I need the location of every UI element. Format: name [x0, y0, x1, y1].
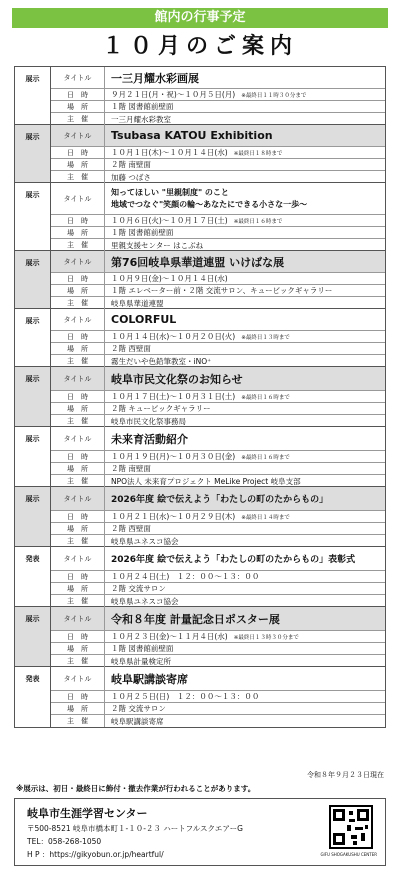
- event-date: １０月６日(火)～１０月１７日(土): [111, 216, 228, 225]
- event-note: ※最終日１４時まで: [241, 514, 290, 521]
- title-label: タイトル: [51, 125, 105, 146]
- host-label: 主 催: [51, 655, 105, 667]
- event-title: [105, 183, 385, 214]
- website-link[interactable]: H P ：https://gikyobun.or.jp/heartful/: [27, 850, 164, 859]
- event-date: １０月１９日(月)～１０月３０日(金): [111, 452, 236, 461]
- place-label: 場 所: [51, 703, 105, 714]
- host-label: 主 催: [51, 535, 105, 547]
- place-label: 場 所: [51, 101, 105, 112]
- title-label: タイトル: [51, 607, 105, 630]
- event-kind: 展示: [15, 125, 51, 182]
- host-label: 主 催: [51, 113, 105, 125]
- event-note: ※最終日１３時まで: [241, 334, 290, 341]
- event-title-line: 知ってほしい "里親制度" のこと: [111, 187, 229, 197]
- event-host: 霧生だいや色鉛筆教室・iNO⁺: [111, 356, 212, 366]
- event-kind: 展示: [15, 367, 51, 426]
- event-host: 里親支援センター はこぶね: [111, 240, 204, 250]
- event-place: ２階 西壁面: [111, 524, 151, 533]
- date-label: 日 時: [51, 511, 105, 522]
- event-host: 岐阜県ユネスコ協会: [111, 536, 179, 546]
- event-note: ※最終日１６時まで: [233, 218, 283, 225]
- event-block: [15, 487, 385, 547]
- event-host: 加藤 つばさ: [111, 172, 151, 182]
- date-label: 日 時: [51, 391, 105, 402]
- title-label: タイトル: [51, 183, 105, 214]
- title-label: タイトル: [51, 309, 105, 330]
- event-title: 2026年度 絵で伝えよう「わたしの町のたからもの」表彰式: [111, 555, 356, 565]
- event-note: ※最終日１１時３０分まで: [241, 92, 307, 99]
- event-date: １０月１日(木)～１０月１４日(水): [111, 148, 228, 157]
- host-label: 主 催: [51, 475, 105, 487]
- qr-caption: GIFU SHOGAKUSHU CENTER: [320, 852, 377, 857]
- event-block: [15, 183, 385, 251]
- event-host: 岐阜駅講談寄席: [111, 716, 164, 726]
- organization-name: 岐阜市生涯学習センター: [27, 807, 148, 820]
- event-title: Tsubasa KATOU Exhibition: [111, 129, 273, 142]
- event-place: ２階 交流サロン: [111, 704, 166, 713]
- event-host: 岐阜県計量検定所: [111, 656, 171, 666]
- place-label: 場 所: [51, 343, 105, 354]
- contact-footer: [14, 798, 386, 866]
- date-label: 日 時: [51, 631, 105, 642]
- event-block: [15, 251, 385, 309]
- event-note: ※最終日１８時まで: [233, 150, 283, 157]
- event-block: [15, 667, 385, 727]
- event-title: COLORFUL: [111, 313, 177, 326]
- title-label: タイトル: [51, 251, 105, 272]
- place-label: 場 所: [51, 643, 105, 654]
- title-label: タイトル: [51, 427, 105, 450]
- page-title: １０月のご案内: [101, 34, 298, 59]
- title-label: タイトル: [51, 547, 105, 570]
- event-kind: 発表: [15, 667, 51, 727]
- event-title: 令和８年度 計量記念日ポスター展: [111, 612, 280, 626]
- place-label: 場 所: [51, 227, 105, 238]
- event-block: [15, 67, 385, 125]
- date-label: 日 時: [51, 331, 105, 342]
- event-place: ２階 南壁面: [111, 160, 151, 169]
- event-schedule-table: [14, 66, 386, 728]
- event-kind: 展示: [15, 309, 51, 366]
- event-place: １階 図書館前壁面: [111, 228, 174, 237]
- schedule-banner: 館内の行事予定: [12, 8, 388, 28]
- event-date: １０月２１日(水)～１０月２９日(木): [111, 512, 236, 521]
- event-kind: 展示: [15, 427, 51, 486]
- title-label: タイトル: [51, 367, 105, 390]
- event-note: ※最終日１３時３０分まで: [233, 634, 299, 641]
- title-label: タイトル: [51, 487, 105, 510]
- event-block: [15, 547, 385, 607]
- event-host: 岐阜県華道連盟: [111, 298, 164, 308]
- footnote: ※展示は、初日・最終日に飾付・撤去作業が行われることがあります。: [16, 784, 256, 793]
- event-place: ２階 キュービックギャラリー: [111, 404, 211, 413]
- host-label: 主 催: [51, 715, 105, 727]
- event-kind: 展示: [15, 67, 51, 124]
- event-block: [15, 427, 385, 487]
- date-label: 日 時: [51, 147, 105, 158]
- event-date: １０月２５日(日) １２：００～１３：００: [111, 692, 260, 701]
- event-host: 一三月耀水彩教室: [111, 114, 171, 124]
- place-label: 場 所: [51, 159, 105, 170]
- host-label: 主 催: [51, 415, 105, 427]
- host-label: 主 催: [51, 595, 105, 607]
- date-label: 日 時: [51, 691, 105, 702]
- event-date: １０月２４日(土) １２：００～１３：００: [111, 572, 260, 581]
- place-label: 場 所: [51, 285, 105, 296]
- event-block: [15, 125, 385, 183]
- host-label: 主 催: [51, 355, 105, 367]
- host-label: 主 催: [51, 239, 105, 251]
- qr-code-icon[interactable]: [329, 805, 373, 849]
- event-block: [15, 309, 385, 367]
- event-date: １０月１７日(土)～１０月３１日(土): [111, 392, 236, 401]
- event-place: １階 図書館前壁面: [111, 102, 174, 111]
- host-label: 主 催: [51, 297, 105, 309]
- event-title: 一三月耀水彩画展: [111, 71, 199, 85]
- place-label: 場 所: [51, 583, 105, 594]
- event-kind: 発表: [15, 547, 51, 606]
- date-label: 日 時: [51, 571, 105, 582]
- event-host: 岐阜県ユネスコ協会: [111, 596, 179, 606]
- event-title: 第76回岐阜県華道連盟 いけばな展: [111, 255, 285, 269]
- host-label: 主 催: [51, 171, 105, 183]
- date-label: 日 時: [51, 89, 105, 100]
- date-label: 日 時: [51, 451, 105, 462]
- event-date: １０月２３日(金)～１１月４日(水): [111, 632, 228, 641]
- as-of-date: 令和８年９月２３日現在: [307, 771, 384, 779]
- phone: TEL：058-268-1050: [27, 837, 102, 846]
- event-block: [15, 367, 385, 427]
- place-label: 場 所: [51, 463, 105, 474]
- event-place: １階 エレベーター前・２階 交流サロン、キュービックギャラリー: [111, 286, 333, 295]
- event-kind: 展示: [15, 183, 51, 250]
- title-label: タイトル: [51, 667, 105, 690]
- title-label: タイトル: [51, 67, 105, 88]
- address: 〒500-8521 岐阜市橋本町１-１０-２３ ハートフルスクエアーG: [27, 824, 243, 833]
- event-host: NPO法人 未来育プロジェクト MeLike Project 岐阜支部: [111, 476, 301, 486]
- place-label: 場 所: [51, 523, 105, 534]
- event-note: ※最終日１６時まで: [241, 454, 290, 461]
- event-block: [15, 607, 385, 667]
- event-host: 岐阜市民文化祭事務局: [111, 416, 186, 426]
- event-place: ２階 西壁面: [111, 344, 151, 353]
- event-place: ２階 交流サロン: [111, 584, 166, 593]
- event-place: １階 図書館前壁面: [111, 644, 174, 653]
- event-title: 岐阜市民文化祭のお知らせ: [111, 372, 243, 386]
- event-date: １０月１４日(水)～１０月２０日(火): [111, 332, 236, 341]
- event-title-line: 地域でつなぐ"笑顔の輪～あなたにできる小さな一歩～: [111, 199, 308, 209]
- event-date: ９月２１日(月・祝)～１０月５日(月): [111, 90, 236, 99]
- event-kind: 展示: [15, 607, 51, 666]
- event-kind: 展示: [15, 487, 51, 546]
- event-place: ２階 南壁面: [111, 464, 151, 473]
- date-label: 日 時: [51, 215, 105, 226]
- event-title: 岐阜駅講談寄席: [111, 672, 188, 686]
- event-kind: 展示: [15, 251, 51, 308]
- event-date: １０月９日(金)～１０月１４日(水): [111, 274, 228, 283]
- event-title: 未来育活動紹介: [111, 432, 188, 446]
- date-label: 日 時: [51, 273, 105, 284]
- place-label: 場 所: [51, 403, 105, 414]
- event-title: 2026年度 絵で伝えよう「わたしの町のたからもの」: [111, 495, 329, 505]
- event-note: ※最終日１６時まで: [241, 394, 290, 401]
